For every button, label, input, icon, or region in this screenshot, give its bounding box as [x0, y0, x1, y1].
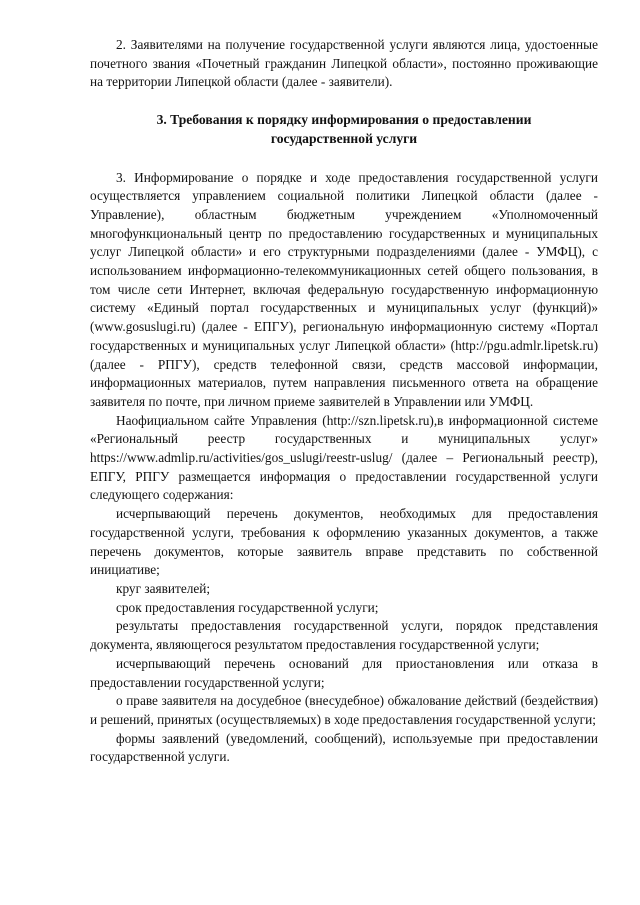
- paragraph-official-site: Наофициальном сайте Управления (http://szn.lipetsk.ru),в информационной системе «Региональный реестр государственных и муниципальных услуг» https://www.admlip.ru/activities/gos_uslugi/reestr-uslug/ (далее – Региональный реестр), ЕПГУ, РПГУ размещается информация о предоставлении государственной услуги следующего содержания:: [90, 412, 598, 503]
- list-item-applicants: круг заявителей;: [116, 580, 211, 596]
- spacer: [90, 92, 598, 111]
- list-item-grounds: исчерпывающий перечень оснований для приостановления или отказа в предоставлении государственной услуги;: [90, 655, 598, 690]
- section-3-heading-line-1: 3. Требования к порядку информирования о предоставлении: [156, 112, 532, 128]
- document-page: [90, 36, 598, 767]
- list-item-forms: формы заявлений (уведомлений, сообщений), используемые при предоставлении государственной услуги.: [90, 730, 598, 765]
- list-item-term: срок предоставления государственной услуги;: [116, 599, 379, 615]
- paragraph-2: 2. Заявителями на получение государственной услуги являются лица, удостоенные почетного звания «Почетный гражданин Липецкой области», постоянно проживающие на территории Липецкой области (далее - заявители).: [90, 37, 598, 90]
- spacer: [90, 149, 598, 169]
- list-item-appeal: о праве заявителя на досудебное (внесудебное) обжалование действий (бездействия) и решений, принятых (осуществляемых) в ходе предоставления государственной услуги;: [90, 693, 598, 727]
- list-item-documents: исчерпывающий перечень документов, необходимых для предоставления государственной услуги, требования к оформлению указанных документов, а также перечень документов, которые заявитель вправе представить по собственной инициативе;: [90, 506, 598, 578]
- list-item-results: результаты предоставления государственной услуги, порядок представления документа, являющегося результатом предоставления государственной услуги;: [90, 618, 598, 653]
- paragraph-3: 3. Информирование о порядке и ходе предоставления государственной услуги осуществляется управлением социальной политики Липецкой области (далее - Управление), областным бюджетным учреждением «Уполномоченный многофункциональный центр по предоставлению государственных и муниципальных услуг Липецкой области» и его структурными подразделениями (далее - УМФЦ), с использованием информационно-телекоммуникационных сетей общего пользования, в том числе сети Интернет, включая федеральную государственную информационную систему «Единый портал государственных и муниципальных услуг (функций)» (www.gosuslugi.ru) (далее - ЕПГУ), региональную информационную систему «Портал государственных и муниципальных услуг Липецкой области» (http://pgu.admlr.lipetsk.ru) (далее - РПГУ), средств телефонной связи, средств массовой информации, информационных материалов, путем направления письменного ответа на обращение заявителя по почте, при личном приеме заявителей в Управлении или УМФЦ.: [90, 169, 598, 409]
- section-3-heading-line-2: государственной услуги: [270, 130, 418, 146]
